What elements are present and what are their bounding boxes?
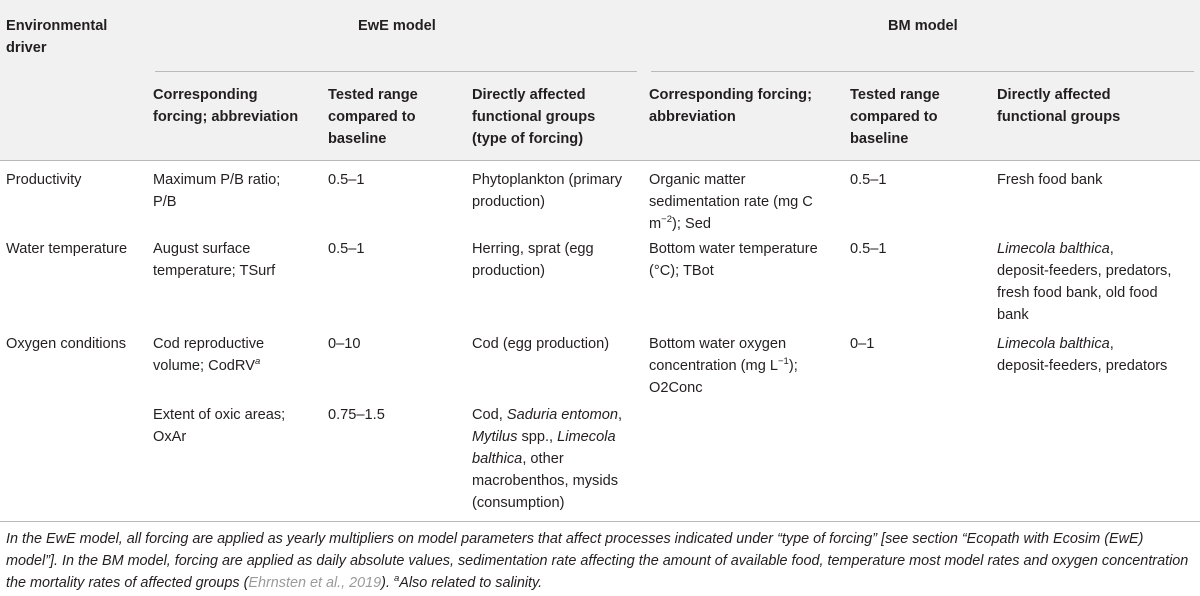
row-productivity-ewe-forcing: Maximum P/B ratio; P/B: [153, 172, 281, 210]
header-bm-forcing: Corresponding forcing; abbreviation: [649, 87, 812, 125]
row-productivity-ewe-range: 0.5–1: [328, 172, 365, 188]
table-bottom-rule: [0, 521, 1200, 522]
row-temperature-ewe-range: 0.5–1: [328, 241, 365, 257]
row-oxygen-ewe-groups: Cod (egg production): [472, 336, 610, 352]
row-temperature-bm-forcing: Bottom water temperature (°C); TBot: [649, 241, 818, 279]
row-productivity-ewe-groups: Phytoplankton (primary production): [472, 172, 623, 210]
header-bottom-rule: [0, 160, 1200, 161]
row-oxic-ewe-range: 0.75–1.5: [328, 407, 385, 423]
row-temperature-bm-groups: Limecola balthica, deposit-feeders, predators, fresh food bank, old food bank: [997, 241, 1172, 323]
row-oxygen-driver: Oxygen conditions: [6, 336, 127, 352]
row-temperature-ewe-groups: Herring, sprat (egg production): [472, 241, 594, 279]
citation-link[interactable]: Ehrnsten et al., 2019: [248, 575, 382, 591]
row-oxygen-ewe-forcing: Cod reproductive volume; CodRV$^a$: [153, 336, 265, 374]
ewe-group-rule: [155, 71, 637, 72]
header-bm-range: Tested range compared to baseline: [850, 87, 940, 147]
bm-group-rule: [651, 71, 1194, 72]
header-ewe-groups: Directly affected functional groups (type of forcing): [472, 87, 596, 147]
row-productivity-driver: Productivity: [6, 172, 82, 188]
header-bm-model: BM model: [888, 18, 958, 34]
table-footnote: In the EwE model, all forcing are applied as yearly multipliers on model parameters that affect processes indicated under “type of forcing” [see section “Ecopath with Ecosim (EwE) model”]. In the BM model, forcing are applied as daily absolute values, sedimentation rate affecting the amount of available food, temperature most model rates and oxygen concentration the mortality rates of affected groups (Ehrnsten et al., 2019). $^a$Also related to salinity.: [6, 531, 1189, 591]
header-ewe-range: Tested range compared to baseline: [328, 87, 418, 147]
row-oxygen-ewe-range: 0–10: [328, 336, 361, 352]
header-ewe-model: EwE model: [358, 18, 436, 34]
row-oxygen-bm-forcing: Bottom water oxygen concentration (mg $L^{-1}$); O2Conc: [649, 336, 798, 396]
row-productivity-bm-range: 0.5–1: [850, 172, 887, 188]
row-oxygen-bm-range: 0–1: [850, 336, 875, 352]
table-header-background: [0, 0, 1200, 160]
header-ewe-forcing: Corresponding forcing; abbreviation: [153, 87, 299, 125]
row-oxygen-bm-groups: Limecola balthica, deposit-feeders, predators: [997, 336, 1168, 374]
header-bm-groups: Directly affected functional groups: [997, 87, 1121, 125]
row-oxic-ewe-forcing: Extent of oxic areas; OxAr: [153, 407, 286, 445]
row-productivity-bm-forcing: Organic matter sedimentation rate (mg C $m^{-2}$); Sed: [649, 172, 813, 232]
row-temperature-ewe-forcing: August surface temperature; TSurf: [153, 241, 276, 279]
header-driver: Environmental driver: [6, 18, 108, 56]
row-productivity-bm-groups: Fresh food bank: [997, 172, 1103, 188]
row-oxic-ewe-groups: Cod, Saduria entomon, Mytilus spp., Limecola balthica, other macrobenthos, mysids (consumption): [472, 407, 623, 511]
row-temperature-bm-range: 0.5–1: [850, 241, 887, 257]
row-temperature-driver: Water temperature: [6, 241, 128, 257]
